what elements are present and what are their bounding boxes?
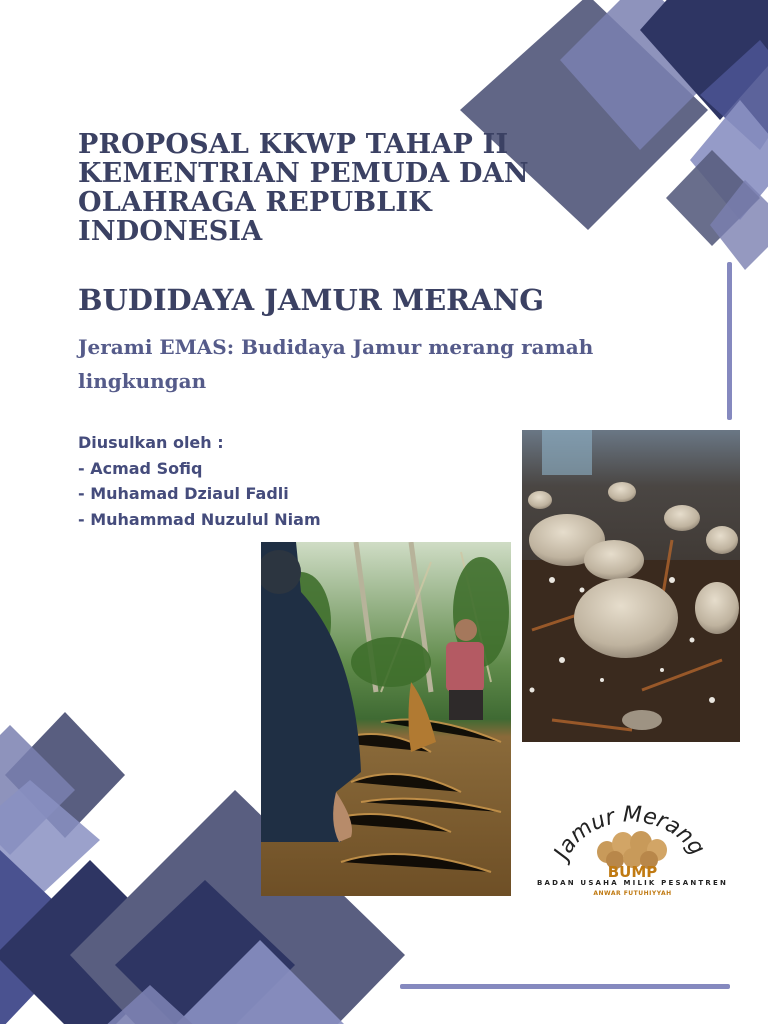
proposer-name: - Muhamad Dziaul Fadli [78, 484, 289, 503]
accent-bar-vertical [727, 262, 732, 420]
project-tagline: Jerami EMAS: Budidaya Jamur merang ramah lingkungan [78, 335, 594, 393]
mushroom-closeup-photo [522, 430, 740, 742]
straw-farming-photo [261, 542, 511, 896]
project-subtitle: BUDIDAYA JAMUR MERANG [78, 283, 545, 317]
proposer-heading: Diusulkan oleh : [78, 433, 224, 452]
accent-bar-horizontal [400, 984, 730, 989]
proposer-name: - Acmad Sofiq [78, 458, 203, 478]
logo-brand: BUMP [607, 863, 658, 881]
jamur-merang-logo [525, 780, 740, 910]
proposal-title: PROPOSAL KKWP TAHAP II KEMENTRIAN PEMUDA DAN OLAHRAGA REPUBLIK INDONESIA [78, 129, 529, 247]
proposer-name: - Muhammad Nuzulul Niam [78, 509, 321, 529]
logo-institution: ANWAR FUTUHIYYAH [593, 890, 672, 897]
logo-full-name: BADAN USAHA MILIK PESANTREN [536, 879, 729, 887]
proposer-list [78, 430, 321, 532]
logo-script-text: Jamur Merang [549, 802, 710, 864]
